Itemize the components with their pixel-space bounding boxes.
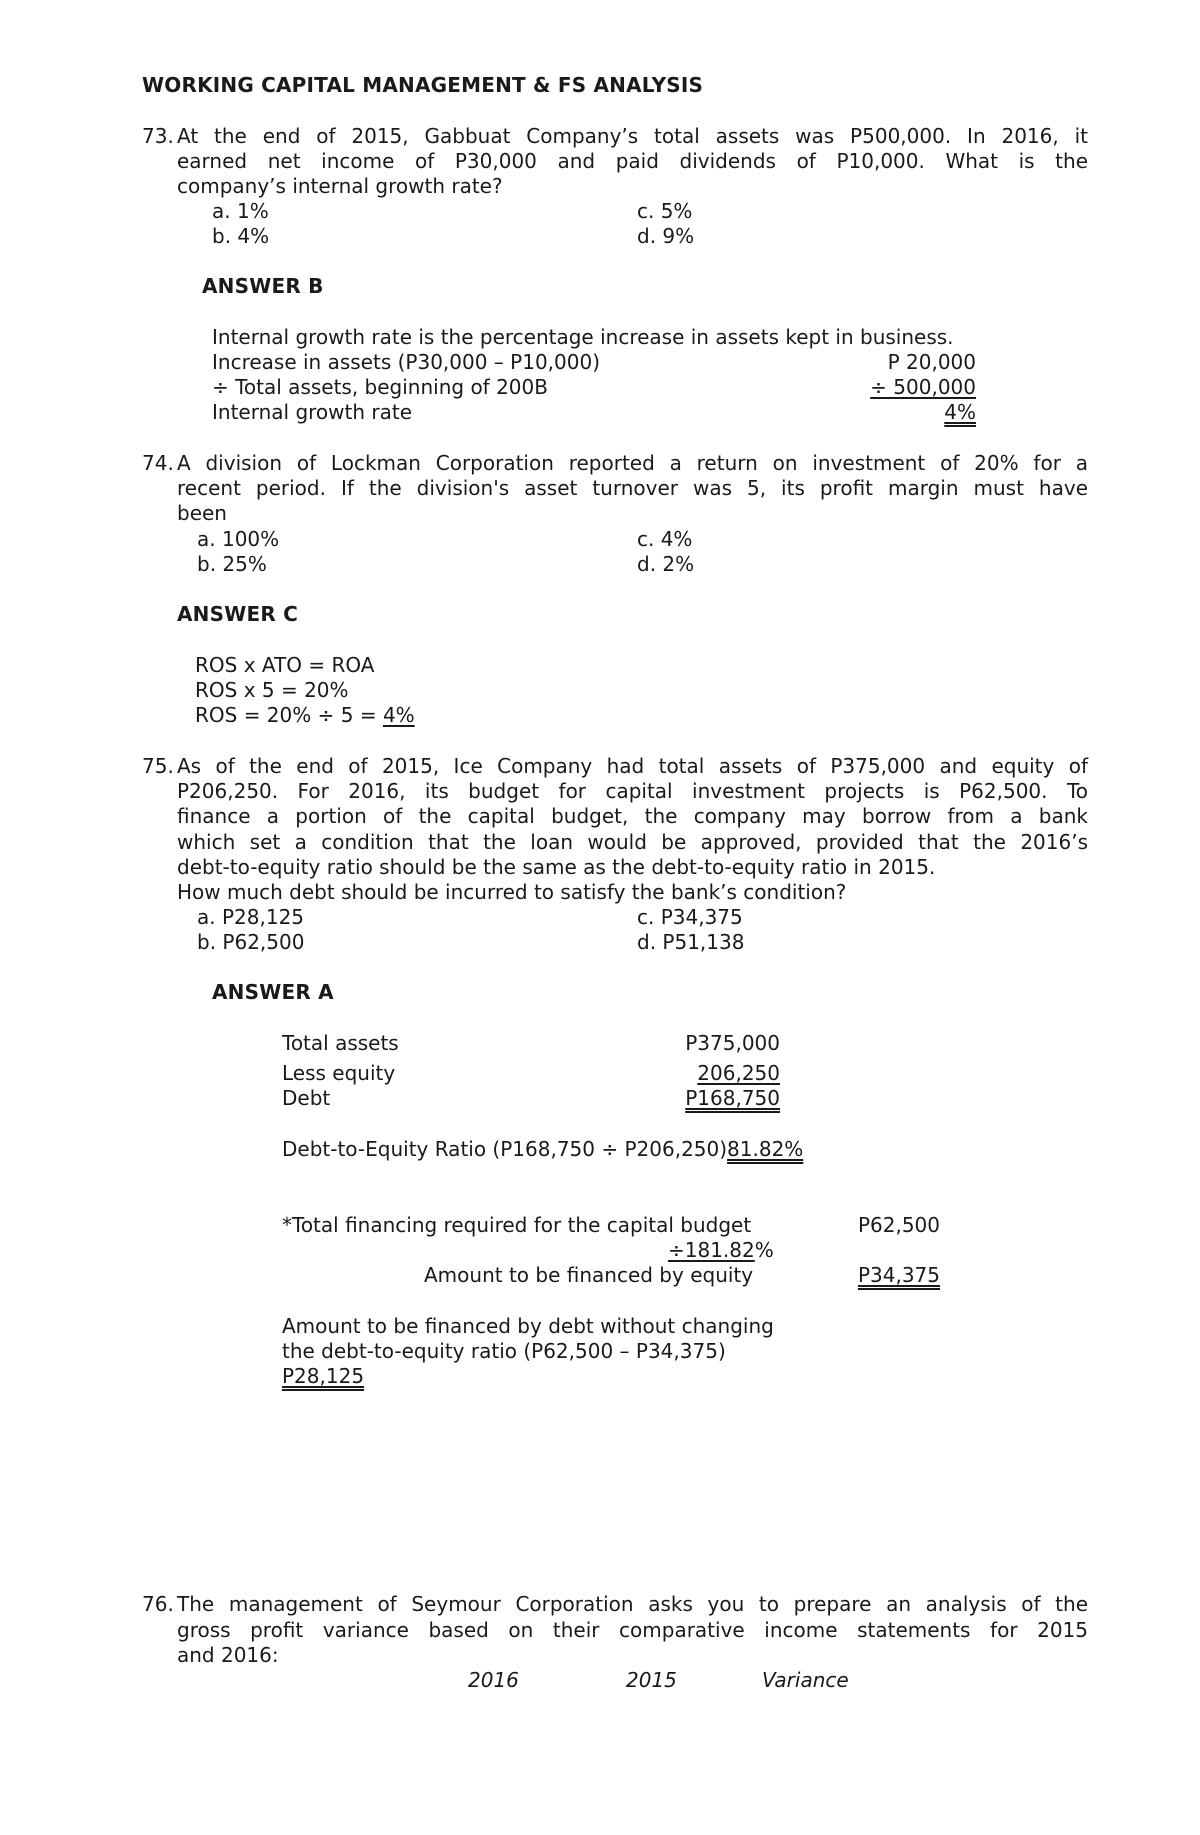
option-b: b. 25% xyxy=(197,552,267,576)
solution-text: Debt-to-Equity Ratio (P168,750 ÷ P206,250)81.82% xyxy=(282,1137,804,1161)
question-text: As of the end of 2015, Ice Company had total assets of P375,000 and equity of xyxy=(177,754,1088,778)
question-text: earned net income of P30,000 and paid dividends of P10,000. What is the xyxy=(177,149,1088,173)
solution-label: Debt xyxy=(282,1086,331,1110)
answer-label: ANSWER C xyxy=(177,602,298,626)
question-text: debt-to-equity ratio should be the same as the debt-to-equity ratio in 2015. xyxy=(177,855,936,879)
solution-text: the debt-to-equity ratio (P62,500 – P34,375) xyxy=(282,1339,726,1363)
solution-value: ÷181.82% xyxy=(668,1238,774,1262)
answer-label: ANSWER B xyxy=(202,274,324,298)
question-number: 76. xyxy=(142,1592,174,1616)
solution-value: P375,000 xyxy=(685,1031,780,1055)
solution-text: ROS x ATO = ROA xyxy=(195,653,375,677)
question-text: The management of Seymour Corporation asks you to prepare an analysis of the xyxy=(177,1592,1088,1616)
solution-text: ROS = 20% ÷ 5 = 4% xyxy=(195,703,415,727)
solution-result: P168,750 xyxy=(685,1086,780,1110)
answer-label: ANSWER A xyxy=(212,980,334,1004)
solution-result: 4% xyxy=(944,400,976,424)
question-text: P206,250. For 2016, its budget for capital investment projects is P62,500. To xyxy=(177,779,1088,803)
page-title: WORKING CAPITAL MANAGEMENT & FS ANALYSIS xyxy=(142,73,704,97)
solution-text: Amount to be financed by debt without changing xyxy=(282,1314,774,1338)
option-c: c. P34,375 xyxy=(637,905,743,929)
solution-label: Total assets xyxy=(282,1031,399,1055)
solution-result: 81.82% xyxy=(727,1137,804,1161)
question-text: How much debt should be incurred to satisfy the bank’s condition? xyxy=(177,880,847,904)
question-text: At the end of 2015, Gabbuat Company’s total assets was P500,000. In 2016, it xyxy=(177,124,1088,148)
solution-result: P34,375 xyxy=(857,1263,940,1287)
option-b: b. P62,500 xyxy=(197,930,305,954)
solution-text: ROS x 5 = 20% xyxy=(195,678,349,702)
question-text: been xyxy=(177,501,227,525)
solution-result: 4% xyxy=(382,703,415,727)
question-number: 73. xyxy=(142,124,174,148)
solution-label: Increase in assets (P30,000 – P10,000) xyxy=(212,350,601,374)
question-number: 75. xyxy=(142,754,174,778)
column-header-2015: 2015 xyxy=(626,1668,677,1692)
option-d: d. 2% xyxy=(637,552,695,576)
question-text: company’s internal growth rate? xyxy=(177,174,503,198)
question-text: and 2016: xyxy=(177,1643,279,1667)
column-header-variance: Variance xyxy=(762,1668,849,1692)
solution-value: ÷ 500,000 xyxy=(870,375,976,399)
question-text: which set a condition that the loan would be approved, provided that the 2016’s xyxy=(177,830,1088,854)
solution-value: P 20,000 xyxy=(887,350,976,374)
option-a: a. 100% xyxy=(197,527,280,551)
question-text: A division of Lockman Corporation reported a return on investment of 20% for a xyxy=(177,451,1088,475)
solution-text: Internal growth rate is the percentage increase in assets kept in business. xyxy=(212,325,954,349)
option-b: b. 4% xyxy=(212,224,270,248)
solution-value: 206,250 xyxy=(697,1061,780,1085)
option-d: d. P51,138 xyxy=(637,930,745,954)
solution-result: P28,125 xyxy=(282,1364,365,1388)
option-a: a. P28,125 xyxy=(197,905,305,929)
option-a: a. 1% xyxy=(212,199,269,223)
option-c: c. 4% xyxy=(637,527,693,551)
solution-label: Less equity xyxy=(282,1061,396,1085)
solution-label: ÷ Total assets, beginning of 200B xyxy=(212,375,548,399)
question-text: gross profit variance based on their comparative income statements for 2015 xyxy=(177,1618,1088,1642)
option-c: c. 5% xyxy=(637,199,693,223)
question-text: finance a portion of the capital budget, the company may borrow from a bank xyxy=(177,804,1088,828)
question-number: 74. xyxy=(142,451,174,475)
solution-label: Internal growth rate xyxy=(212,400,413,424)
question-text: recent period. If the division's asset turnover was 5, its profit margin must have xyxy=(177,476,1088,500)
column-header-2016: 2016 xyxy=(468,1668,519,1692)
solution-label: Amount to be financed by equity xyxy=(424,1263,754,1287)
solution-label: *Total financing required for the capital budget xyxy=(282,1213,752,1237)
option-d: d. 9% xyxy=(637,224,695,248)
solution-value: P62,500 xyxy=(857,1213,940,1237)
